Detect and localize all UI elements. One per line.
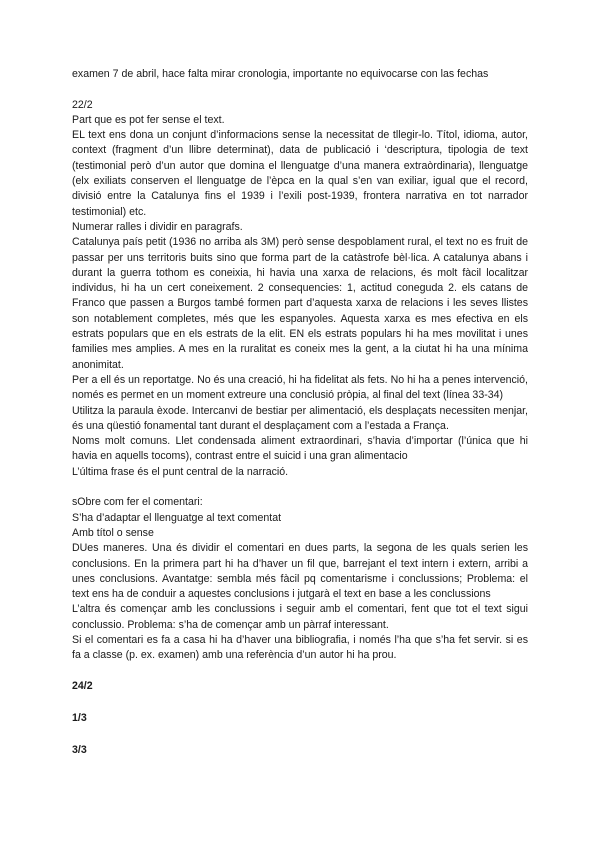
paragraph: EL text ens dona un conjunt d’informacions sense la necessitat de tllegir-lo. Títol, idioma, autor, context (fragment d’un llibre determinat), data de publicació i ‘descriptura, tipologia de text (testimonial però d’un autor que domina el llenguatge d’una manera extraòrdinaria), llenguatge (elx exiliats conserven el llenguatge de l’èpca en la qual s’en van exiliar, igual que el record, divisió entre la Catalunya fins el 1939 i l’exili post-1939, frontera narrativa en tot narrador testimonial) etc. xyxy=(72,129,528,218)
paragraph: Per a ell és un reportatge. No és una creació, hi ha fidelitat als fets. No hi ha a penes intervenció, només es permet en un moment extreure una conclusió pròpia, al final del text (línea 33-34) xyxy=(72,373,528,402)
paragraph: Utilitza la paraula èxode. Intercanvi de bestiar per alimentació, els desplaçats necessiten menjar, és una qüestió fonamental tant durant el desplaçament com a l’estada a França. xyxy=(72,404,528,432)
text-line: Numerar ralles i dividir en paragrafs. xyxy=(72,220,243,233)
document-body xyxy=(72,67,528,759)
paragraph: L’altra és començar amb les conclussions i seguir amb el comentari, fent que tot el text sigui conclussio. Problema: s’ha de començar amb un pàrraf interessant. xyxy=(72,603,528,631)
date-heading-1-3: 1/3 xyxy=(72,712,87,725)
section-heading: sObre com fer el comentari: xyxy=(72,496,203,509)
paragraph: DUes maneres. Una és dividir el comentari en dues parts, la segona de les quals serien les conclusions. En la primera part hi ha d’haver un fil que, barrejant el text intern i extern, arribi a unes conclusions. Avantatge: sembla més fàcil pq comentarisme i conclussions; Problema: el text ens ha de conduir a aquestes conclusions i jutgarà el text en base a les conclussions xyxy=(72,542,528,601)
text-line: Amb títol o sense xyxy=(72,526,154,539)
paragraph: Catalunya país petit (1936 no arriba als 3M) però sense despoblament rural, el text no es fruit de passar per uns territoris buits sino que forma part de la catàstrofe bèl·lica. A catalunya abans i durant la guerra tothom es coneixia, hi havia una xarxa de relacions, és molt fàcil localitzar individus, hi ha un cert coneixement. 2 consequencies: 1, actitud coneguda 2. els catans de Franco que passen a Burgos també formen part d’aquesta xarxa de relacions i les seves llistes son notablement completes, més que les espanyoles. Aquesta xarxa es mes efectiva en els estrats populars que en els estrats de la elit. EN els estrats populars hi ha mes movilitat i unes families mes amplies. A mes en la ruralitat es coneix mes la gent, a la ciutat hi ha una mínima anonimitat. xyxy=(72,236,528,371)
paragraph: Noms molt comuns. Llet condensada aliment extraordinari, s’havia d’importar (l’única que hi havia en aquells tocoms), contrast entre el suicid i una gran alimentacio xyxy=(72,435,528,463)
date-heading-24-2: 24/2 xyxy=(72,679,93,692)
date-heading-22-2: 22/2 xyxy=(72,98,93,111)
text-line: Part que es pot fer sense el text. xyxy=(72,113,225,126)
paragraph: Si el comentari es fa a casa hi ha d’haver una bibliografia, i només l’ha que s’ha fet servir. si es fa a classe (p. ex. examen) amb una referència d’un autor hi ha prou. xyxy=(72,633,528,662)
text-line: L’última frase és el punt central de la narració. xyxy=(72,465,289,478)
date-heading-3-3: 3/3 xyxy=(72,744,87,757)
text-line: S’ha d’adaptar el llenguatge al text comentat xyxy=(72,511,282,524)
intro-line: examen 7 de abril, hace falta mirar cronologia, importante no equivocarse con las fechas xyxy=(72,68,489,80)
